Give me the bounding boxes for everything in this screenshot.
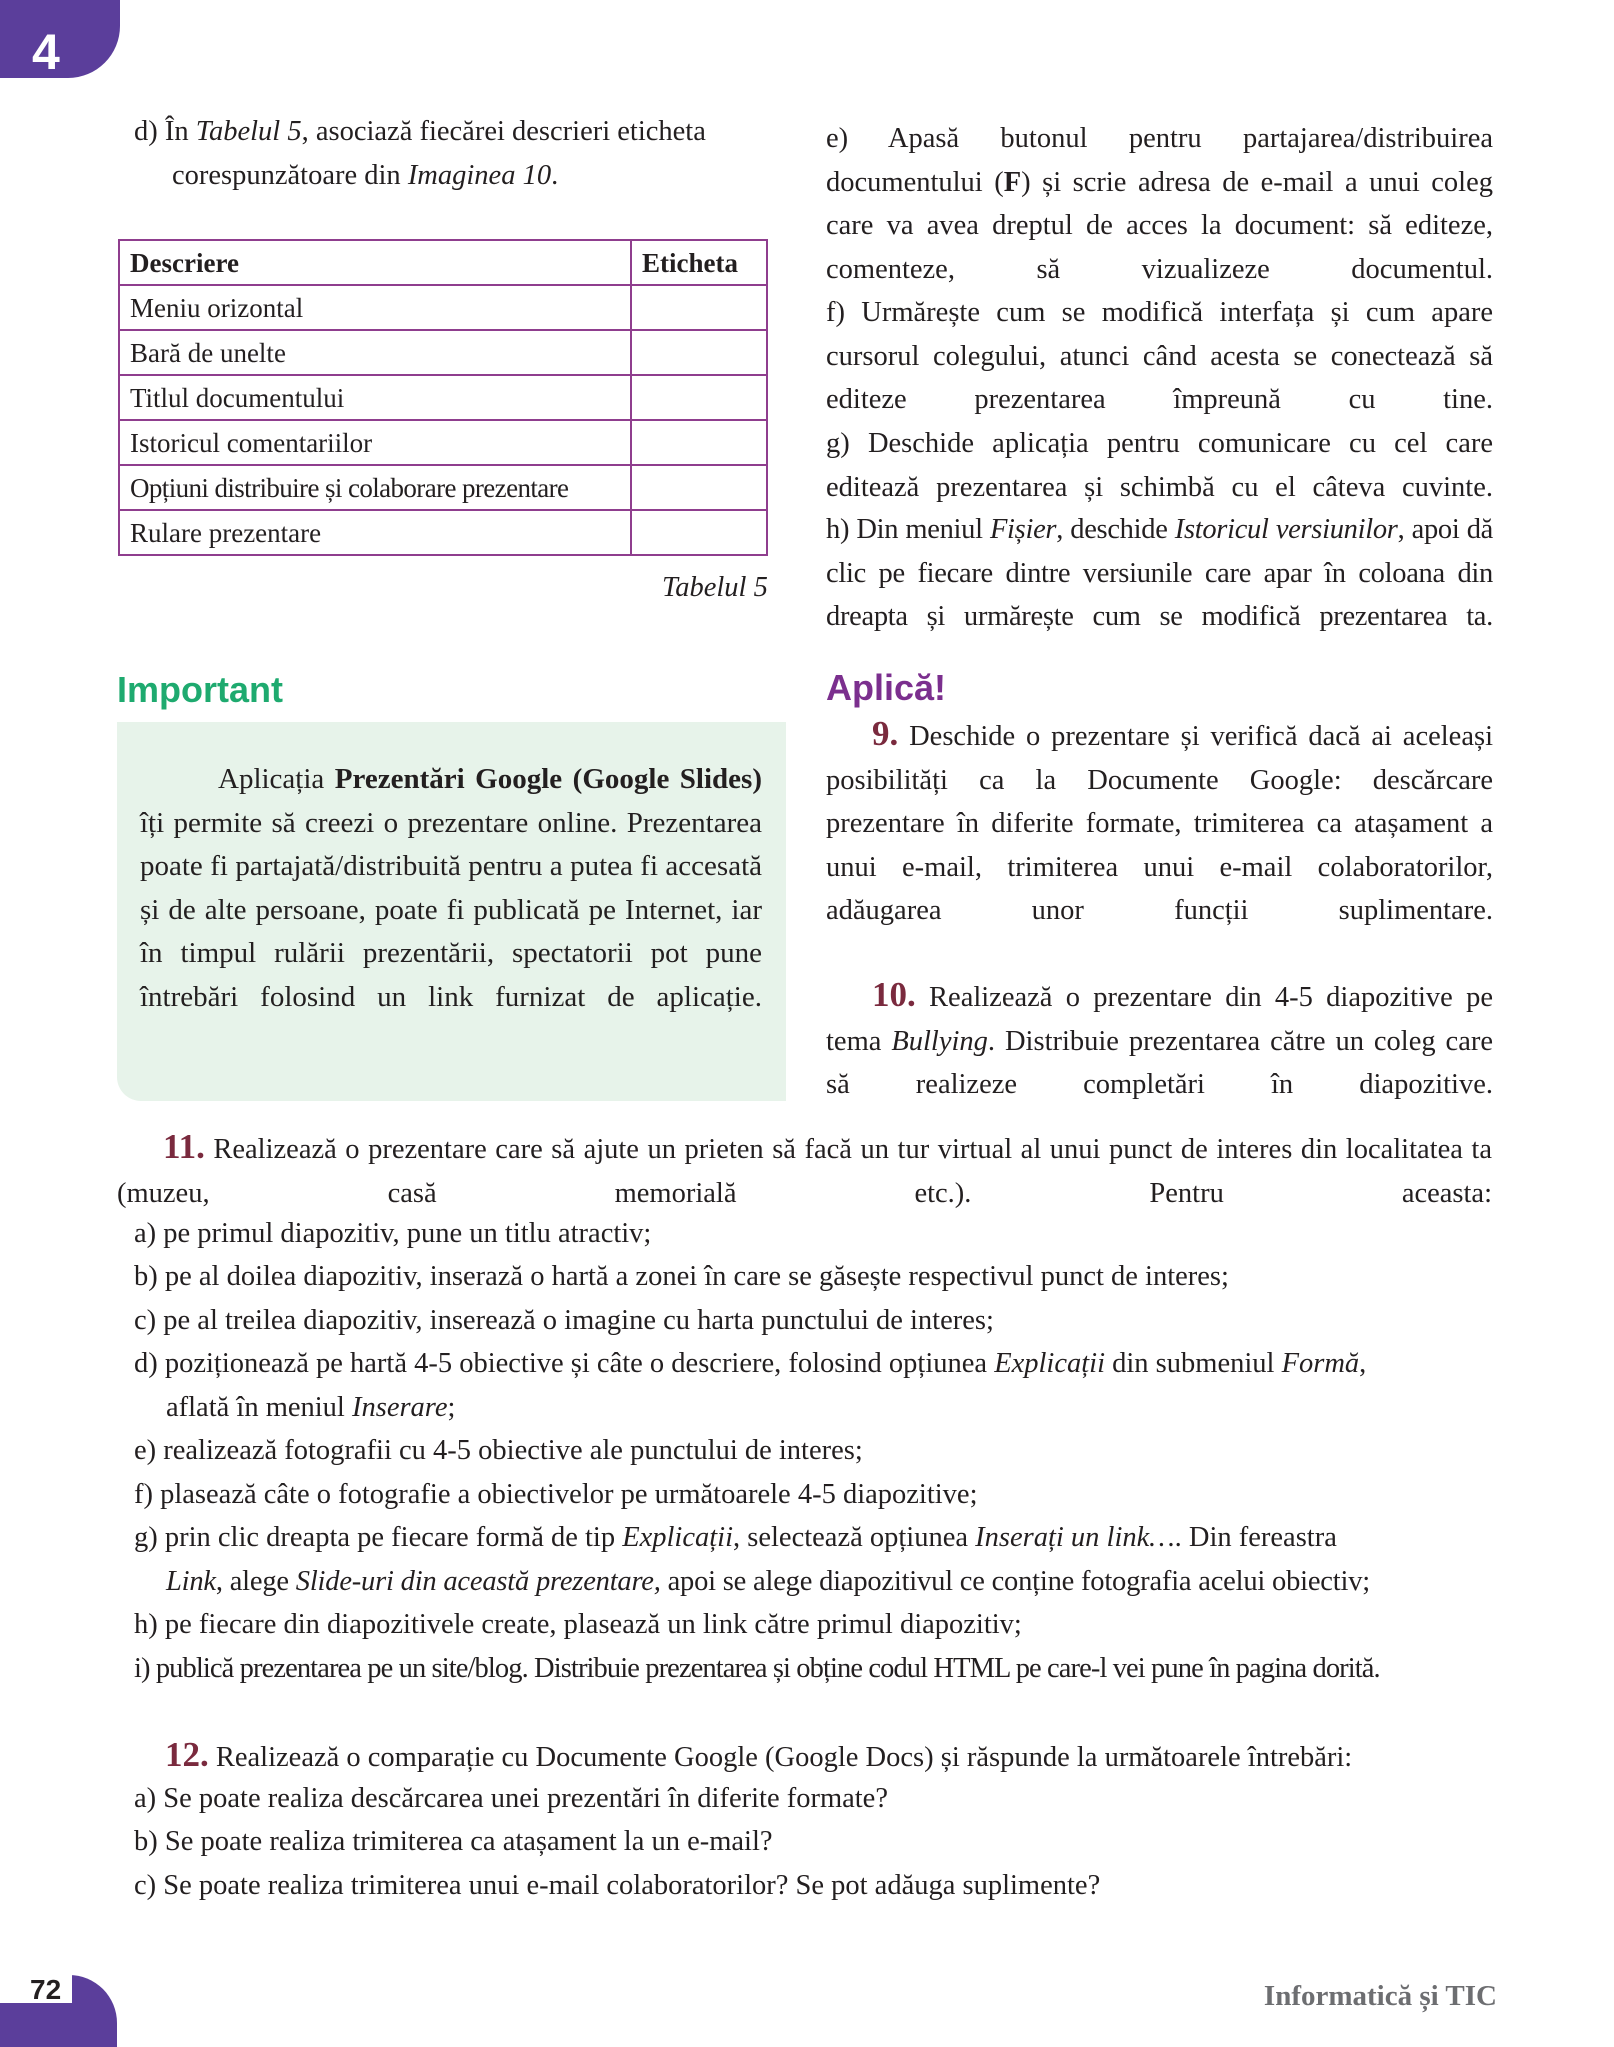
table-cell-description: Titlul documentului bbox=[119, 375, 631, 420]
table-cell-description: Opțiuni distribuire și colaborare prezentare bbox=[119, 465, 631, 510]
table-cell-description: Bară de unelte bbox=[119, 330, 631, 375]
item-d-line1: d) În Tabelul 5, asociază fiecărei descrieri eticheta bbox=[134, 116, 706, 147]
exercise-12-number: 12. bbox=[165, 1735, 209, 1774]
table-cell-label bbox=[631, 375, 767, 420]
exercise-11-g-cont: Link, alege Slide-uri din această prezentare, apoi se alege diapozitivul ce conține fotografia acelui obiectiv; bbox=[166, 1566, 1370, 1597]
exercise-11-b: b) pe al doilea diapozitiv, inserază o hartă a zonei în care se găsește respectivul punct de interes; bbox=[134, 1261, 1229, 1292]
table-row bbox=[119, 375, 767, 420]
exercise-9: 9. Deschide o prezentare și verifică dacă ai aceleași posibilități ca la Documente Google: descărcare prezentare în diferite formate, trimiterea ca atașament a unui e-mail, trimiterea unui e-mail colaboratorilor, adăugarea unor funcții suplimentare. bbox=[826, 714, 1493, 926]
exercise-11-g: g) prin clic dreapta pe fiecare formă de tip Explicații, selectează opțiunea Inserați un link…. Din fereastra bbox=[134, 1522, 1337, 1553]
table-header-label: Eticheta bbox=[631, 240, 767, 285]
exercise-12-a: a) Se poate realiza descărcarea unei prezentări în diferite formate? bbox=[134, 1783, 888, 1814]
exercise-11-intro: 11. Realizează o prezentare care să ajute un prieten să facă un tur virtual al unui punct de interes din localitatea ta (muzeu, casă memorială etc.). Pentru aceasta: bbox=[117, 1127, 1492, 1209]
table-row bbox=[119, 330, 767, 375]
exercise-12-intro: 12. Realizează o comparație cu Documente Google (Google Docs) și răspunde la următoarele întrebări: bbox=[165, 1735, 1353, 1774]
exercise-11-d-cont: aflată în meniul Inserare; bbox=[166, 1392, 456, 1423]
table-row bbox=[119, 285, 767, 330]
exercise-10-number: 10. bbox=[872, 975, 916, 1014]
chapter-tab bbox=[0, 0, 120, 78]
exercise-11-i: i) publică prezentarea pe un site/blog. Distribuie prezentarea și obține codul HTML pe care-l vei pune în pagina dorită. bbox=[134, 1653, 1380, 1684]
exercise-11-c: c) pe al treilea diapozitiv, inserează o imagine cu harta punctului de interes; bbox=[134, 1305, 994, 1336]
table-header-row bbox=[119, 240, 767, 285]
table-cell-label bbox=[631, 330, 767, 375]
important-heading: Important bbox=[117, 669, 283, 710]
exercise-9-number: 9. bbox=[872, 714, 899, 753]
exercise-11-f: f) plasează câte o fotografie a obiectivelor pe următoarele 4-5 diapozitive; bbox=[134, 1479, 978, 1510]
label-table bbox=[118, 239, 768, 556]
book-title: Informatică și TIC bbox=[1263, 1980, 1497, 2012]
table-cell-description: Istoricul comentariilor bbox=[119, 420, 631, 465]
exercise-11-e: e) realizează fotografii cu 4-5 obiective ale punctului de interes; bbox=[134, 1435, 863, 1466]
aplica-heading: Aplică! bbox=[826, 667, 947, 708]
chapter-number: 4 bbox=[32, 24, 60, 80]
page-number: 72 bbox=[30, 1974, 62, 2005]
table-caption: Tabelul 5 bbox=[662, 572, 768, 603]
item-g: g) Deschide aplicația pentru comunicare cu cel care editează prezentarea și schimbă cu el câteva cuvinte. bbox=[826, 428, 1493, 503]
item-f: f) Urmărește cum se modifică interfața și cum apare cursorul colegului, atunci când acesta se conectează să editeze prezentarea împreună cu tine. bbox=[826, 297, 1493, 415]
table-header-description: Descriere bbox=[119, 240, 631, 285]
exercise-11-number: 11. bbox=[163, 1127, 205, 1166]
table-row bbox=[119, 510, 767, 555]
table-row bbox=[119, 420, 767, 465]
table-cell-label bbox=[631, 510, 767, 555]
table-cell-label bbox=[631, 420, 767, 465]
table-cell-description: Rulare prezentare bbox=[119, 510, 631, 555]
table-cell-label bbox=[631, 465, 767, 510]
important-paragraph: Aplicația Prezentări Google (Google Slides) îți permite să creezi o prezentare online. Prezentarea poate fi partajată/distribuită pentru a putea fi accesată și de alte persoane, poate fi publicată pe Internet, iar în timpul rulării prezentării, spectatorii pot pune întrebări folosind un link furnizat de aplicație. bbox=[140, 763, 762, 1013]
table-cell-description: Meniu orizontal bbox=[119, 285, 631, 330]
table-row bbox=[119, 465, 767, 510]
item-d-line2: corespunzătoare din Imaginea 10. bbox=[172, 160, 559, 191]
exercise-12-b: b) Se poate realiza trimiterea ca atașament la un e-mail? bbox=[134, 1826, 773, 1857]
exercise-12-c: c) Se poate realiza trimiterea unui e-mail colaboratorilor? Se pot adăuga suplimente? bbox=[134, 1870, 1101, 1901]
table-cell-label bbox=[631, 285, 767, 330]
exercise-11-a: a) pe primul diapozitiv, pune un titlu atractiv; bbox=[134, 1218, 652, 1249]
exercise-11-d: d) poziționează pe hartă 4-5 obiective și câte o descriere, folosind opțiunea Explicații din submeniul Formă, bbox=[134, 1348, 1367, 1379]
exercise-10: 10. Realizează o prezentare din 4-5 diapozitive pe tema Bullying. Distribuie prezentarea către un coleg care să realizeze completări în diapozitive. bbox=[826, 975, 1493, 1100]
item-h: h) Din meniul Fișier, deschide Istoricul versiunilor, apoi dă clic pe fiecare dintre versiunile care apar în coloana din dreapta și urmărește cum se modifică prezentarea ta. bbox=[826, 514, 1493, 632]
item-e: e) Apasă butonul pentru partajarea/distribuirea documentului (F) și scrie adresa de e-mail a unui coleg care va avea dreptul de acces la document: să editeze, comenteze, să vizualizeze documentul. bbox=[826, 123, 1493, 285]
exercise-11-h: h) pe fiecare din diapozitivele create, plasează un link către primul diapozitiv; bbox=[134, 1609, 1022, 1640]
